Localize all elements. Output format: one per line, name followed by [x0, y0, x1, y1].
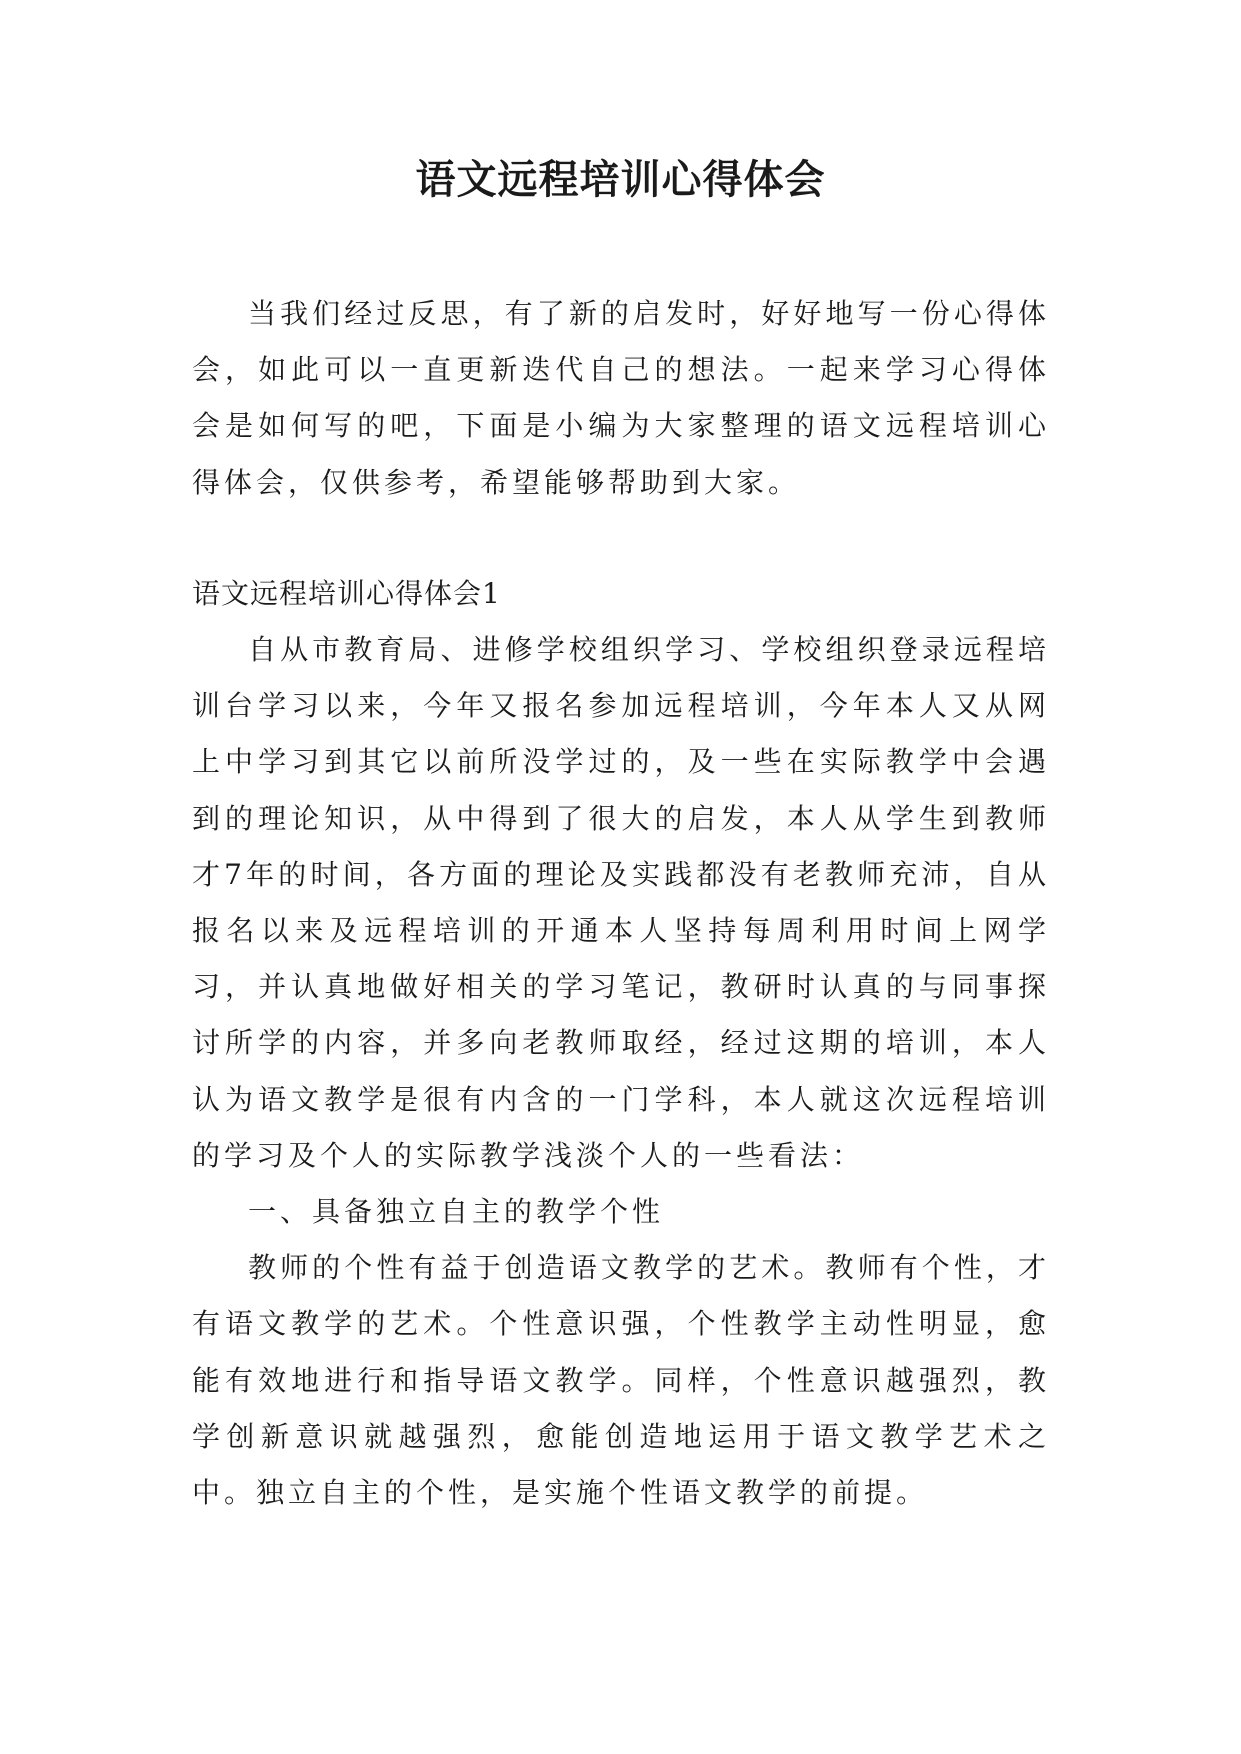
section-heading: 语文远程培训心得体会1 — [192, 576, 501, 610]
document-body — [192, 286, 1050, 1521]
body-paragraph-2: 教师的个性有益于创造语文教学的艺术。教师有个性，才有语文教学的艺术。个性意识强，个性教学主动性明显，愈能有效地进行和指导语文教学。同样，个性意识越强烈，教学创新意识就越强烈，愈能创造地运用于语文教学艺术之中。独立自主的个性，是实施个性语文教学的前提。 — [192, 1251, 1050, 1510]
body-paragraph-1: 自从市教育局、进修学校组织学习、学校组织登录远程培训台学习以来，今年又报名参加远程培训，今年本人又从网上中学习到其它以前所没学过的，及一些在实际教学中会遇到的理论知识，从中得到了很大的启发，本人从学生到教师才7年的时间，各方面的理论及实践都没有老教师充沛，自从报名以来及远程培训的开通本人坚持每周利用时间上网学习，并认真地做好相关的学习笔记，教研时认真的与同事探讨所学的内容，并多向老教师取经，经过这期的培训，本人认为语文教学是很有内含的一门学科，本人就这次远程培训的学习及个人的实际教学浅淡个人的一些看法： — [192, 633, 1050, 1172]
document-title: 语文远程培训心得体会 — [415, 156, 826, 203]
point-heading-1: 一、具备独立自主的教学个性 — [248, 1195, 665, 1229]
intro-paragraph: 当我们经过反思，有了新的启发时，好好地写一份心得体会，如此可以一直更新迭代自己的想法。一起来学习心得体会是如何写的吧，下面是小编为大家整理的语文远程培训心得体会，仅供参考，希望能够帮助到大家。 — [192, 297, 1050, 499]
